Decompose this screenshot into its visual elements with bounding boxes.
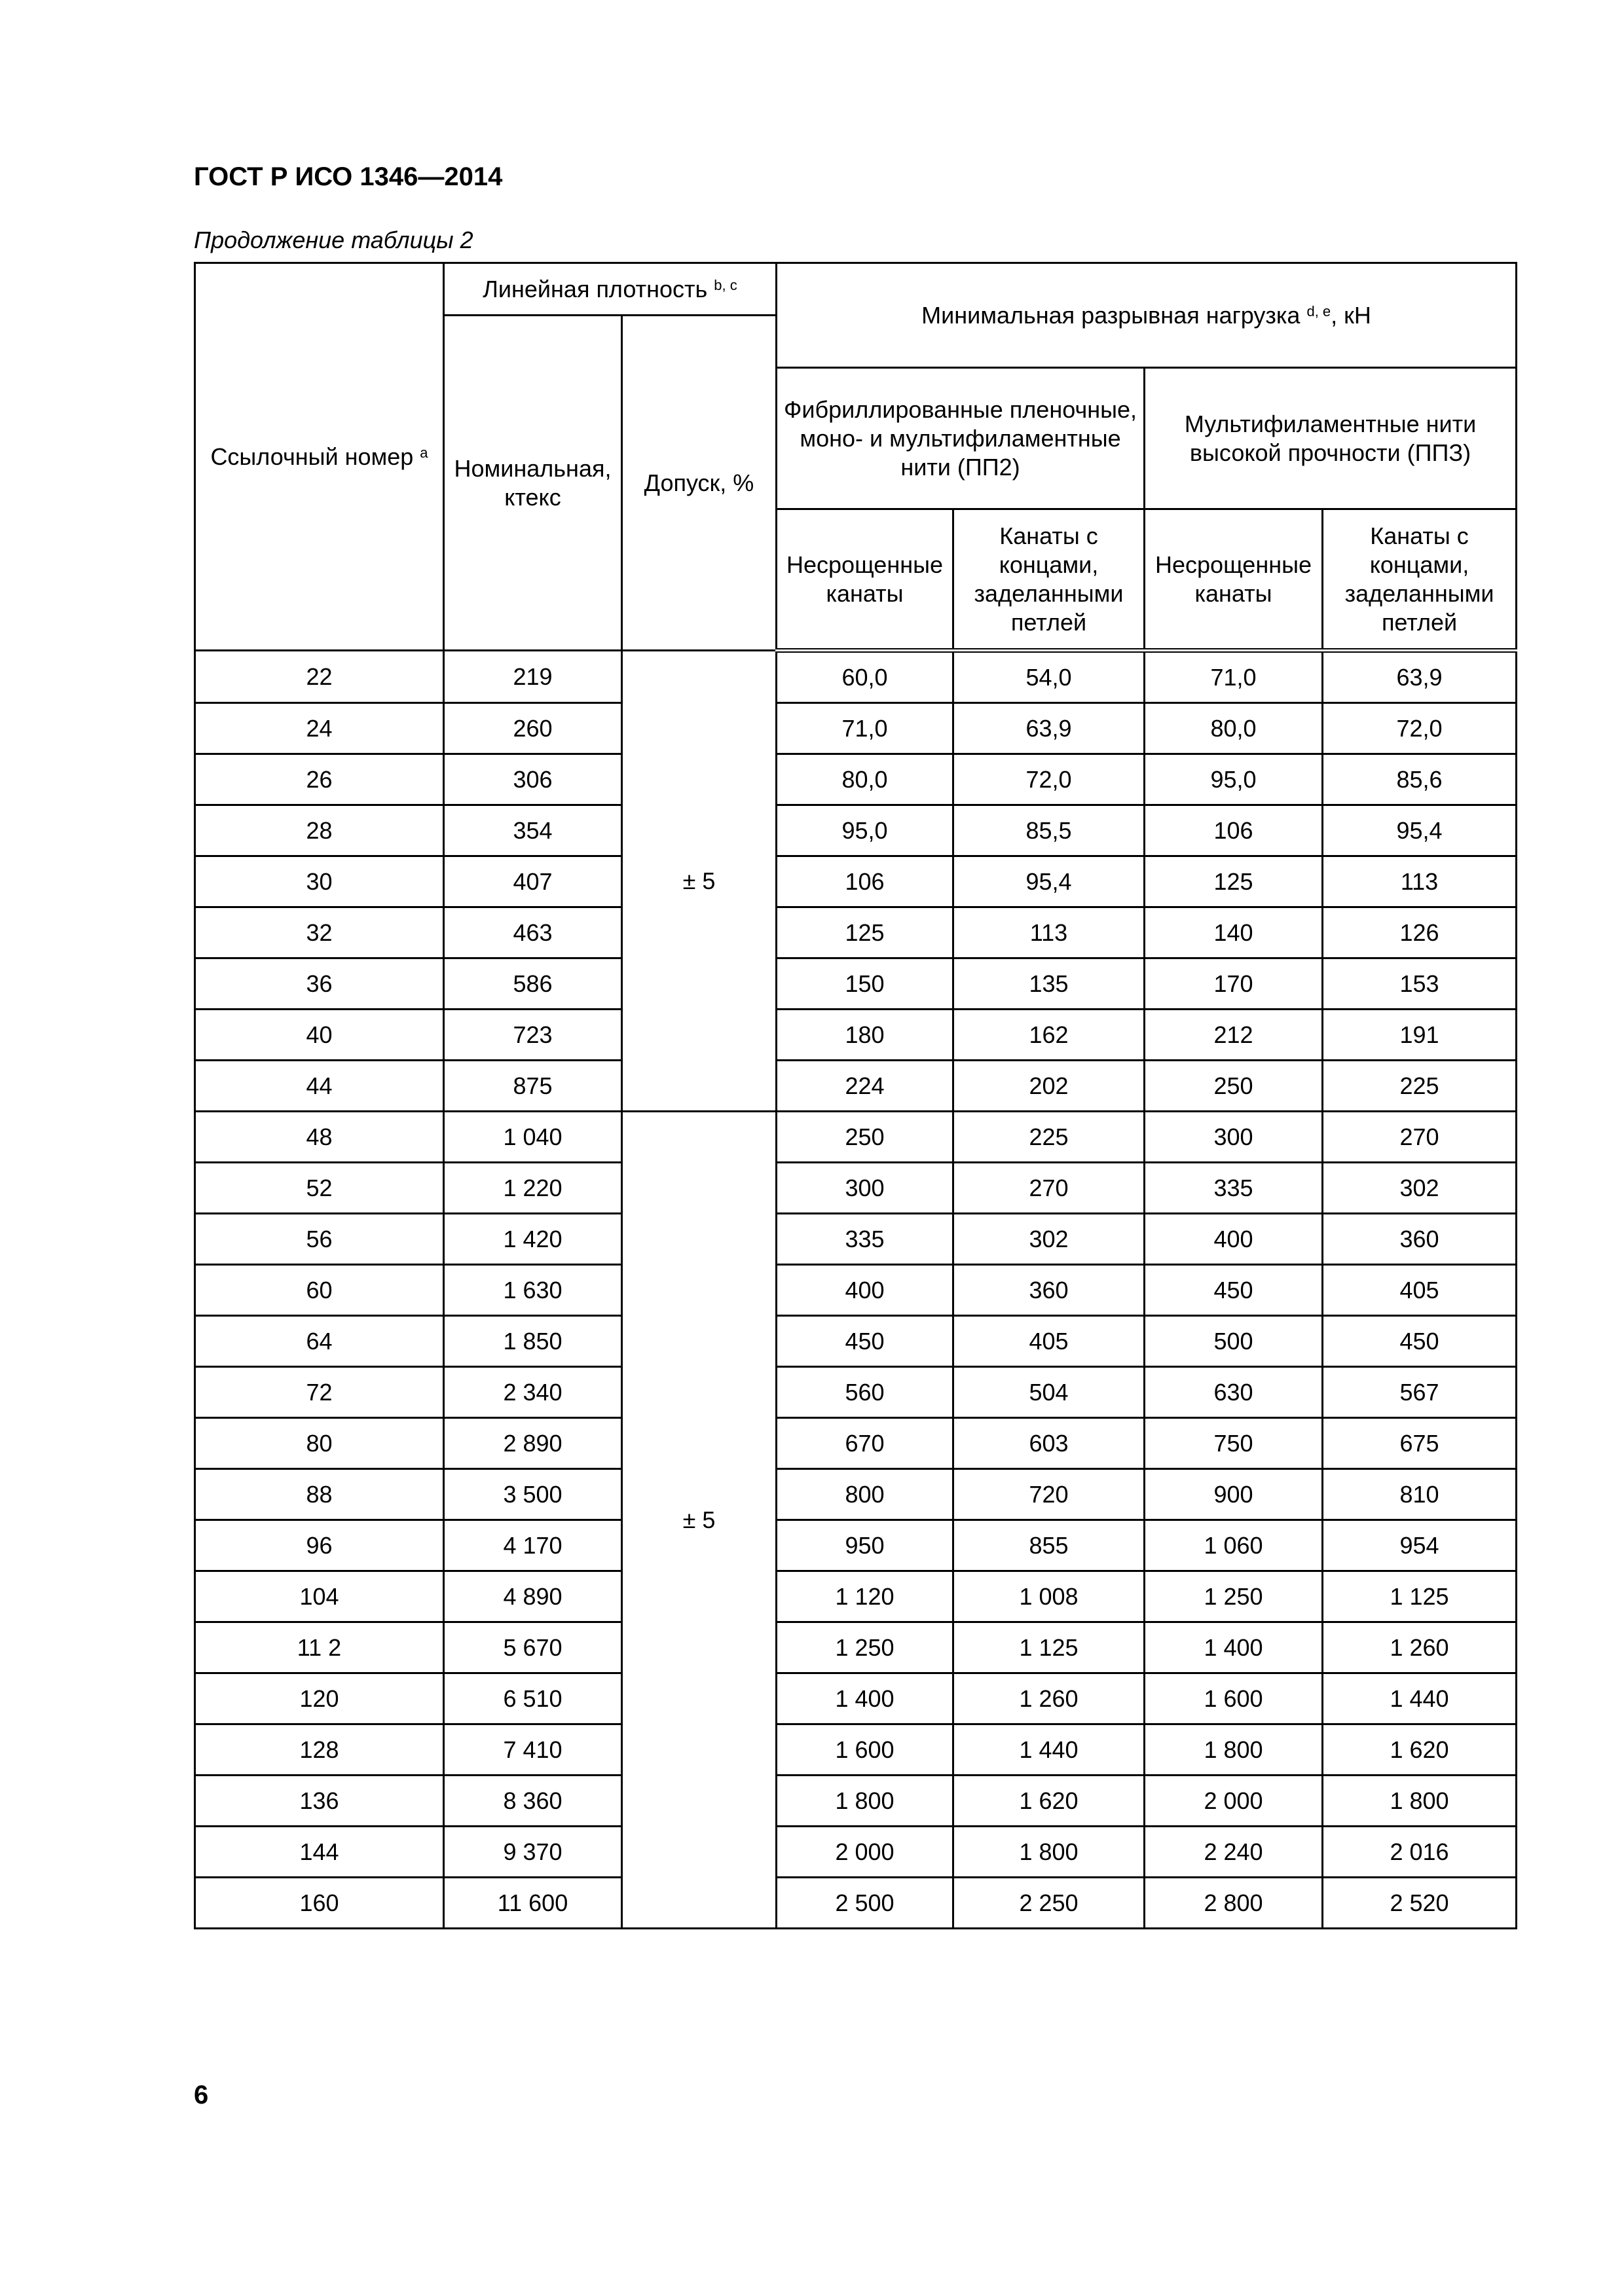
cell-pp2-unspliced: 670 (777, 1418, 953, 1469)
cell-pp3-looped: 153 (1323, 958, 1517, 1010)
table-row (195, 1163, 1517, 1214)
cell-pp2-looped: 1 008 (953, 1571, 1145, 1622)
header-nominal: Номинальная, ктекс (444, 316, 622, 651)
table-body (195, 651, 1517, 1929)
cell-nominal-density: 4 890 (444, 1571, 622, 1622)
header-tolerance: Допуск, % (622, 316, 777, 651)
cell-pp2-unspliced: 950 (777, 1520, 953, 1571)
cell-nominal-density: 723 (444, 1010, 622, 1061)
table-row (195, 1418, 1517, 1469)
cell-ref-number: 40 (195, 1010, 444, 1061)
cell-nominal-density: 7 410 (444, 1724, 622, 1776)
cell-pp3-looped: 95,4 (1323, 805, 1517, 856)
cell-nominal-density: 11 600 (444, 1878, 622, 1929)
cell-pp3-looped: 450 (1323, 1316, 1517, 1367)
cell-pp2-looped: 1 260 (953, 1673, 1145, 1724)
table-row (195, 1827, 1517, 1878)
cell-ref-number: 72 (195, 1367, 444, 1418)
cell-nominal-density: 1 850 (444, 1316, 622, 1367)
cell-pp2-looped: 855 (953, 1520, 1145, 1571)
cell-ref-number: 30 (195, 856, 444, 907)
cell-pp3-looped: 191 (1323, 1010, 1517, 1061)
cell-pp2-unspliced: 2 500 (777, 1878, 953, 1929)
document-title: ГОСТ Р ИСО 1346—2014 (194, 162, 503, 191)
cell-pp3-unspliced: 106 (1145, 805, 1323, 856)
cell-tolerance: ± 5 (622, 1112, 777, 1929)
table-row (195, 907, 1517, 958)
cell-pp2-unspliced: 450 (777, 1316, 953, 1367)
cell-nominal-density: 586 (444, 958, 622, 1010)
cell-pp2-looped: 95,4 (953, 856, 1145, 907)
cell-pp2-unspliced: 150 (777, 958, 953, 1010)
cell-pp2-looped: 405 (953, 1316, 1145, 1367)
cell-pp2-looped: 202 (953, 1061, 1145, 1112)
cell-pp2-looped: 2 250 (953, 1878, 1145, 1929)
cell-pp3-looped: 113 (1323, 856, 1517, 907)
cell-ref-number: 60 (195, 1265, 444, 1316)
table-row (195, 1367, 1517, 1418)
cell-nominal-density: 1 420 (444, 1214, 622, 1265)
cell-pp2-looped: 162 (953, 1010, 1145, 1061)
cell-ref-number: 24 (195, 703, 444, 754)
cell-pp3-unspliced: 95,0 (1145, 754, 1323, 805)
cell-ref-number: 120 (195, 1673, 444, 1724)
cell-pp2-unspliced: 125 (777, 907, 953, 958)
cell-nominal-density: 219 (444, 651, 622, 703)
cell-pp2-looped: 1 620 (953, 1776, 1145, 1827)
cell-pp3-looped: 126 (1323, 907, 1517, 958)
table-row (195, 1112, 1517, 1163)
cell-pp3-looped: 1 260 (1323, 1622, 1517, 1673)
cell-ref-number: 36 (195, 958, 444, 1010)
table-row (195, 754, 1517, 805)
cell-ref-number: 128 (195, 1724, 444, 1776)
header-linear-density: Линейная плотность $^{b, c}$ (444, 263, 777, 316)
cell-pp3-unspliced: 630 (1145, 1367, 1323, 1418)
cell-pp2-unspliced: 95,0 (777, 805, 953, 856)
header-pp3-unspliced: Несрощенные канаты (1145, 509, 1323, 651)
cell-ref-number: 160 (195, 1878, 444, 1929)
cell-pp2-unspliced: 800 (777, 1469, 953, 1520)
header-group-pp3: Мультифиламентные нити высокой прочности (ППЗ) (1145, 368, 1517, 509)
table-row (195, 1878, 1517, 1929)
cell-pp2-looped: 113 (953, 907, 1145, 958)
cell-pp2-unspliced: 180 (777, 1010, 953, 1061)
cell-pp3-looped: 1 800 (1323, 1776, 1517, 1827)
cell-pp3-looped: 405 (1323, 1265, 1517, 1316)
cell-pp2-looped: 1 125 (953, 1622, 1145, 1673)
cell-pp2-unspliced: 400 (777, 1265, 953, 1316)
table-row (195, 1265, 1517, 1316)
cell-pp3-unspliced: 1 400 (1145, 1622, 1323, 1673)
cell-pp2-unspliced: 106 (777, 856, 953, 907)
cell-pp3-looped: 85,6 (1323, 754, 1517, 805)
cell-pp3-looped: 270 (1323, 1112, 1517, 1163)
cell-pp3-unspliced: 250 (1145, 1061, 1323, 1112)
cell-pp2-looped: 63,9 (953, 703, 1145, 754)
cell-nominal-density: 6 510 (444, 1673, 622, 1724)
cell-pp3-looped: 1 620 (1323, 1724, 1517, 1776)
cell-nominal-density: 8 360 (444, 1776, 622, 1827)
table-row (195, 856, 1517, 907)
cell-pp3-looped: 225 (1323, 1061, 1517, 1112)
cell-tolerance: ± 5 (622, 651, 777, 1112)
cell-pp2-looped: 360 (953, 1265, 1145, 1316)
cell-nominal-density: 354 (444, 805, 622, 856)
cell-ref-number: 104 (195, 1571, 444, 1622)
cell-ref-number: 96 (195, 1520, 444, 1571)
cell-ref-number: 28 (195, 805, 444, 856)
cell-pp3-unspliced: 2 240 (1145, 1827, 1323, 1878)
cell-pp2-looped: 135 (953, 958, 1145, 1010)
cell-ref-number: 56 (195, 1214, 444, 1265)
cell-pp3-unspliced: 212 (1145, 1010, 1323, 1061)
cell-ref-number: 11 2 (195, 1622, 444, 1673)
cell-ref-number: 136 (195, 1776, 444, 1827)
cell-nominal-density: 875 (444, 1061, 622, 1112)
cell-pp3-unspliced: 1 250 (1145, 1571, 1323, 1622)
cell-nominal-density: 3 500 (444, 1469, 622, 1520)
cell-ref-number: 64 (195, 1316, 444, 1367)
cell-pp3-looped: 1 125 (1323, 1571, 1517, 1622)
table-row (195, 1571, 1517, 1622)
cell-pp3-unspliced: 500 (1145, 1316, 1323, 1367)
header-group-pp2: Фибриллированные пленочные, моно- и мультифиламентные нити (ПП2) (777, 368, 1145, 509)
cell-nominal-density: 2 890 (444, 1418, 622, 1469)
cell-pp2-unspliced: 80,0 (777, 754, 953, 805)
header-pp3-looped: Канаты с концами, заделанными петлей (1323, 509, 1517, 651)
cell-pp3-unspliced: 2 000 (1145, 1776, 1323, 1827)
header-min-breaking-load: Минимальная разрывная нагрузка $^{d, e}$, кН (777, 263, 1517, 368)
cell-pp2-unspliced: 2 000 (777, 1827, 953, 1878)
cell-pp3-unspliced: 125 (1145, 856, 1323, 907)
cell-ref-number: 48 (195, 1112, 444, 1163)
cell-nominal-density: 4 170 (444, 1520, 622, 1571)
cell-pp2-looped: 85,5 (953, 805, 1145, 856)
cell-pp3-looped: 810 (1323, 1469, 1517, 1520)
cell-pp3-looped: 1 440 (1323, 1673, 1517, 1724)
cell-pp2-looped: 1 440 (953, 1724, 1145, 1776)
cell-pp2-unspliced: 250 (777, 1112, 953, 1163)
cell-ref-number: 44 (195, 1061, 444, 1112)
cell-pp3-looped: 2 016 (1323, 1827, 1517, 1878)
cell-pp2-unspliced: 1 120 (777, 1571, 953, 1622)
page-number: 6 (194, 2081, 209, 2109)
cell-pp2-unspliced: 1 600 (777, 1724, 953, 1776)
table-row (195, 1214, 1517, 1265)
cell-pp3-unspliced: 80,0 (1145, 703, 1323, 754)
cell-pp3-unspliced: 400 (1145, 1214, 1323, 1265)
cell-pp2-unspliced: 60,0 (777, 651, 953, 703)
cell-nominal-density: 9 370 (444, 1827, 622, 1878)
cell-pp3-unspliced: 1 600 (1145, 1673, 1323, 1724)
cell-ref-number: 22 (195, 651, 444, 703)
cell-ref-number: 80 (195, 1418, 444, 1469)
cell-pp2-looped: 270 (953, 1163, 1145, 1214)
table-row (195, 1622, 1517, 1673)
cell-nominal-density: 5 670 (444, 1622, 622, 1673)
cell-pp2-looped: 72,0 (953, 754, 1145, 805)
cell-ref-number: 52 (195, 1163, 444, 1214)
cell-nominal-density: 306 (444, 754, 622, 805)
header-ref-number: Ссылочный номер $^a$ (195, 263, 444, 651)
cell-ref-number: 26 (195, 754, 444, 805)
cell-pp3-unspliced: 1 800 (1145, 1724, 1323, 1776)
cell-pp3-looped: 63,9 (1323, 651, 1517, 703)
table-row (195, 1776, 1517, 1827)
cell-pp3-unspliced: 2 800 (1145, 1878, 1323, 1929)
cell-pp3-looped: 675 (1323, 1418, 1517, 1469)
cell-pp2-looped: 504 (953, 1367, 1145, 1418)
cell-pp2-looped: 225 (953, 1112, 1145, 1163)
table-row (195, 651, 1517, 703)
cell-pp3-looped: 567 (1323, 1367, 1517, 1418)
table-row (195, 1316, 1517, 1367)
cell-pp3-looped: 954 (1323, 1520, 1517, 1571)
cell-pp2-unspliced: 300 (777, 1163, 953, 1214)
cell-pp2-unspliced: 1 400 (777, 1673, 953, 1724)
cell-pp3-unspliced: 170 (1145, 958, 1323, 1010)
cell-pp3-unspliced: 1 060 (1145, 1520, 1323, 1571)
cell-pp3-looped: 360 (1323, 1214, 1517, 1265)
cell-pp2-unspliced: 1 250 (777, 1622, 953, 1673)
cell-nominal-density: 2 340 (444, 1367, 622, 1418)
cell-pp2-looped: 603 (953, 1418, 1145, 1469)
table-row (195, 1469, 1517, 1520)
cell-pp3-unspliced: 335 (1145, 1163, 1323, 1214)
header-pp2-looped: Канаты с концами, заделанными петлей (953, 509, 1145, 651)
cell-pp2-unspliced: 335 (777, 1214, 953, 1265)
table-row (195, 1673, 1517, 1724)
cell-pp3-unspliced: 140 (1145, 907, 1323, 958)
header-pp2-unspliced: Несрощенные канаты (777, 509, 953, 651)
cell-pp2-unspliced: 71,0 (777, 703, 953, 754)
cell-nominal-density: 1 220 (444, 1163, 622, 1214)
cell-pp3-unspliced: 450 (1145, 1265, 1323, 1316)
table-row (195, 703, 1517, 754)
cell-pp3-unspliced: 750 (1145, 1418, 1323, 1469)
table-row (195, 1010, 1517, 1061)
cell-pp3-unspliced: 300 (1145, 1112, 1323, 1163)
cell-pp2-looped: 54,0 (953, 651, 1145, 703)
cell-ref-number: 88 (195, 1469, 444, 1520)
cell-nominal-density: 260 (444, 703, 622, 754)
cell-pp2-looped: 1 800 (953, 1827, 1145, 1878)
cell-pp2-unspliced: 224 (777, 1061, 953, 1112)
table-row (195, 805, 1517, 856)
table-row (195, 1061, 1517, 1112)
cell-pp3-looped: 302 (1323, 1163, 1517, 1214)
cell-pp3-looped: 72,0 (1323, 703, 1517, 754)
cell-pp3-looped: 2 520 (1323, 1878, 1517, 1929)
cell-ref-number: 144 (195, 1827, 444, 1878)
cell-pp2-looped: 302 (953, 1214, 1145, 1265)
cell-nominal-density: 463 (444, 907, 622, 958)
cell-pp2-unspliced: 1 800 (777, 1776, 953, 1827)
table-row (195, 958, 1517, 1010)
table-row (195, 1520, 1517, 1571)
table-continuation-label: Продолжение таблицы 2 (194, 227, 473, 253)
cell-ref-number: 32 (195, 907, 444, 958)
table-row (195, 1724, 1517, 1776)
cell-nominal-density: 1 040 (444, 1112, 622, 1163)
cell-pp2-looped: 720 (953, 1469, 1145, 1520)
breaking-load-table (194, 262, 1517, 1929)
cell-pp2-unspliced: 560 (777, 1367, 953, 1418)
cell-pp3-unspliced: 71,0 (1145, 651, 1323, 703)
cell-nominal-density: 1 630 (444, 1265, 622, 1316)
cell-nominal-density: 407 (444, 856, 622, 907)
cell-pp3-unspliced: 900 (1145, 1469, 1323, 1520)
